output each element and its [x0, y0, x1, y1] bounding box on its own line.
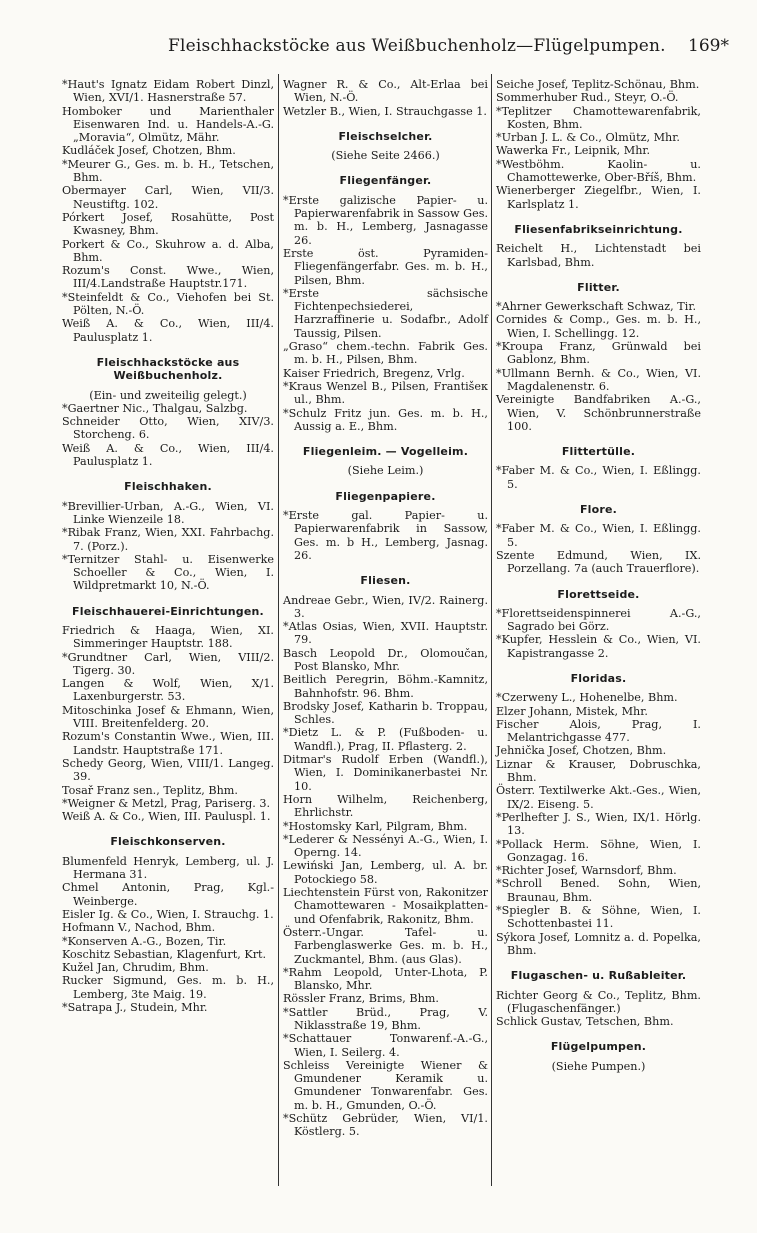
- directory-entry: *Ahrner Gewerkschaft Schwaz, Tir.: [496, 300, 697, 314]
- section-heading: Fliegenfänger.: [339, 174, 432, 188]
- section-note: (Ein- und zweiteilig gelegt.): [89, 388, 247, 402]
- column-right: [496, 78, 701, 1073]
- column-divider: [278, 74, 279, 1186]
- directory-entry: *Czerweny L., Hohenelbe, Bhm.: [496, 691, 678, 705]
- directory-entry: Beitlich Peregrin, Böhm.-Kamnitz, Bahnhofstr. 96. Bhm.: [283, 673, 488, 700]
- section-heading: Flügelpumpen.: [550, 1040, 647, 1054]
- section-note: (Siehe Pumpen.): [551, 1059, 646, 1073]
- directory-entry: *Teplitzer Chamottewarenfabrik, Kosten, Bhm.: [496, 104, 701, 131]
- directory-entry: *Richter Josef, Warnsdorf, Bhm.: [496, 864, 677, 878]
- directory-entry: Sommerhuber Rud., Steyr, O.-Ö.: [496, 91, 679, 105]
- section-note: (Siehe Seite 2466.): [331, 149, 440, 163]
- column-left: [62, 78, 274, 1014]
- directory-entry: *Ullmann Bernh. & Co., Wien, VI. Magdalenenstr. 6.: [496, 366, 701, 393]
- directory-entry: Wienerberger Ziegelfbr., Wien, I. Karlsplatz 1.: [496, 184, 701, 211]
- directory-entry: Liechtenstein Fürst von, Rakonitzer Chamottewaren - Mosaikplatten- und Ofenfabrik, Rakonitz, Bhm.: [283, 886, 488, 926]
- section-heading: Fleischhackstöcke aus Weißbuchenholz.: [96, 355, 240, 383]
- directory-entry: *Perlhefter J. S., Wien, IX/1. Hörlg. 13.: [496, 810, 701, 838]
- directory-entry: Österr.-Ungar. Tafel- u. Farbenglaswerke Ges. m. b. H., Zuckmantel, Bhm. (aus Glas).: [283, 925, 488, 966]
- directory-entry: Richter Georg & Co., Teplitz, Bhm. (Flugaschenfänger.): [496, 988, 701, 1015]
- directory-entry: *Kupfer, Hesslein & Co., Wien, VI. Kapistrangasse 2.: [496, 633, 701, 660]
- directory-entry: *Florettseidenspinnerei A.-G., Sagrado bei Görz.: [496, 606, 701, 634]
- section-heading: Fliesen.: [360, 574, 411, 588]
- directory-entry: *Meurer G., Ges. m. b. H., Tetschen, Bhm.: [62, 157, 274, 185]
- directory-entry: Wetzler B., Wien, I. Strauchgasse 1.: [283, 104, 487, 118]
- directory-entry: *Sattler Brüd., Prag, V. Niklasstraße 19, Bhm.: [283, 1005, 488, 1032]
- directory-entry: *Dietz L. & P. (Fußboden- u. Wandfl.), Prag, II. Pflasterg. 2.: [283, 726, 488, 753]
- section-heading: Fliegenleim. — Vogelleim.: [302, 445, 469, 459]
- directory-entry: *Pollack Herm. Söhne, Wien, I. Gonzagag. 16.: [496, 837, 701, 864]
- directory-entry: *Erste gal. Papier- u. Papierwarenfabrik in Sassow, Ges. m. b H., Lemberg, Jasnag. 26.: [283, 509, 488, 562]
- directory-entry: *Kraus Wenzel B., Pilsen, Františeк ul., Bhm.: [283, 379, 488, 407]
- directory-entry: *Schütz Gebrüder, Wien, VI/1. Köstlerg. 5.: [283, 1112, 488, 1139]
- directory-entry: Schneider Otto, Wien, XIV/3. Storcheng. 6.: [62, 415, 274, 442]
- directory-entry: Rucker Sigmund, Ges. m. b. H., Lemberg, 3te Maig. 19.: [62, 974, 274, 1001]
- directory-entry: Brodsky Josef, Katharin b. Troppau, Schles.: [283, 699, 488, 727]
- section-heading: Flore.: [579, 503, 618, 517]
- section-heading: Flugaschen- u. Rußableiter.: [510, 969, 687, 983]
- directory-entry: Rozum's Constantin Wwe., Wien, III. Landstr. Hauptstraße 171.: [62, 730, 274, 757]
- directory-entry: *Spiegler B. & Söhne, Wien, I. Schottenbastei 11.: [496, 904, 701, 931]
- section-heading: Fliesenfabrikseinrichtung.: [514, 222, 683, 236]
- section-heading: Flitter.: [577, 280, 620, 294]
- directory-entry: Weiß A. & Co., Wien, III/4. Paulusplatz 1.: [62, 317, 274, 344]
- directory-entry: Österr. Textilwerke Akt.-Ges., Wien, IX/2. Eiseng. 5.: [496, 784, 701, 811]
- directory-entry: *Faber M. & Co., Wien, I. Eßlingg. 5.: [496, 464, 701, 491]
- directory-entry: Weiß A. & Co., Wien, III/4. Paulusplatz 1.: [62, 441, 274, 469]
- directory-entry: *Faber M. & Co., Wien, I. Eßlingg. 5.: [496, 522, 701, 549]
- section-heading: Flittertülle.: [561, 445, 636, 459]
- section-heading: Floridas.: [570, 671, 627, 685]
- directory-entry: Pórkert Josef, Rosahütte, Post Kwasney, Bhm.: [62, 210, 274, 238]
- directory-entry: Horn Wilhelm, Reichenberg, Ehrlichstr.: [283, 792, 488, 820]
- column-middle: [283, 78, 488, 1139]
- directory-entry: *Haut's Ignatz Eidam Robert Dinzl, Wien, XVI/1. Hasnerstraße 57.: [62, 78, 274, 105]
- directory-entry: *Erste sächsische Fichtenpechsiederei, Harzraffinerie u. Sodafbr., Adolf Taussig, Pilsen.: [283, 286, 488, 340]
- directory-entry: *Hostomsky Karl, Pilgram, Bhm.: [283, 819, 468, 833]
- directory-entry: Vereinigte Bandfabriken A.-G., Wien, V. Schönbrunnerstraße 100.: [496, 393, 701, 433]
- section-heading: Fliegenpapiere.: [335, 489, 436, 503]
- directory-entry: Schleiss Vereinigte Wiener & Gmundener Keramik u. Gmundener Tonwarenfabr. Ges. m. b. H., Gmunden, O.-Ö.: [283, 1058, 488, 1112]
- directory-entry: *Urban J. L. & Co., Olmütz, Mhr.: [496, 131, 680, 145]
- page-header: [60, 36, 729, 60]
- directory-entry: *Brevillier-Urban, A.-G., Wien, VI. Linke Wienzeile 18.: [62, 499, 274, 526]
- directory-entry: Kaiser Friedrich, Bregenz, Vrlg.: [283, 366, 465, 380]
- directory-entry: *Weigner & Metzl, Prag, Pariserg. 3.: [62, 796, 271, 810]
- directory-entry: Rössler Franz, Brims, Bhm.: [283, 992, 439, 1006]
- directory-entry: *Ternitzer Stahl- u. Eisenwerke Schoeller & Co., Wien, I. Wildpretmarkt 10, N.-Ö.: [62, 552, 274, 593]
- section-heading: Fleischhauerei-Einrichtungen.: [72, 604, 264, 618]
- section-note: (Siehe Leim.): [347, 464, 424, 478]
- directory-entry: *Satrapa J., Studein, Mhr.: [62, 1001, 208, 1014]
- directory-entry: Erste öst. Pyramiden-Fliegenfängerfabr. Ges. m. b. H., Pilsen, Bhm.: [283, 246, 488, 287]
- directory-entry: Wagner R. & Co., Alt-Erlaa bei Wien, N.-Ö.: [283, 78, 488, 105]
- section-heading: Fleischhaken.: [124, 480, 212, 494]
- directory-entry: *Gaertner Nic., Thalgau, Salzbg.: [62, 401, 248, 415]
- directory-entry: Reichelt H., Lichtenstadt bei Karlsbad, Bhm.: [496, 242, 701, 269]
- directory-entry: Andreae Gebr., Wien, IV/2. Rainerg. 3.: [283, 593, 488, 620]
- directory-entry: Seiche Josef, Teplitz-Schönau, Bhm.: [496, 78, 700, 91]
- directory-entry: Sýkora Josef, Lomnitz a. d. Popelka, Bhm.: [496, 930, 701, 957]
- directory-entry: Cornides & Comp., Ges. m. b. H., Wien, I. Schellingg. 12.: [496, 313, 701, 340]
- directory-entry: Kužel Jan, Chrudim, Bhm.: [62, 961, 209, 975]
- directory-entry: Rozum's Const. Wwe., Wien, III/4.Landstraße Hauptstr.171.: [62, 264, 274, 291]
- directory-entry: Wawerka Fr., Leipnik, Mhr.: [496, 144, 651, 158]
- directory-entry: Obermayer Carl, Wien, VII/3. Neustiftg. 102.: [62, 184, 274, 211]
- directory-entry: „Graso“ chem.-techn. Fabrik Ges. m. b. H., Pilsen, Bhm.: [283, 340, 488, 367]
- directory-entry: *Lederer & Nessényi A.-G., Wien, I. Operng. 14.: [283, 832, 488, 860]
- directory-entry: *Rahm Leopold, Unter-Lhota, P. Blansko, Mhr.: [283, 965, 488, 993]
- directory-entry: *Schattauer Tonwarenf.-A.-G., Wien, I. Seilerg. 4.: [283, 1032, 488, 1059]
- directory-entry: Tosař Franz sen., Teplitz, Bhm.: [62, 783, 238, 797]
- section-heading: Fleischkonserven.: [110, 835, 226, 849]
- directory-entry: Szente Edmund, Wien, IX. Porzellang. 7a (auch Trauerflore).: [496, 548, 701, 576]
- directory-entry: *Westböhm. Kaolin- u. Chamottewerke, Ober-Bříš, Bhm.: [496, 157, 701, 185]
- directory-entry: Basch Leopold Dr., Olomoučan, Post Blansko, Mhr.: [283, 646, 488, 673]
- directory-entry: *Erste galizische Papier- u. Papierwarenfabrik in Sassow Ges. m. b. H., Lemberg, Jasnagasse 26.: [283, 193, 488, 247]
- column-divider: [491, 74, 492, 1186]
- directory-entry: *Steinfeldt & Co., Viehofen bei St. Pölten, N.-Ö.: [62, 290, 274, 318]
- section-heading: Fleischselcher.: [338, 129, 433, 143]
- directory-entry: Kudláček Josef, Chotzen, Bhm.: [62, 144, 236, 158]
- directory-entry: Mitoschinka Josef & Ehmann, Wien, VIII. Breitenfelderg. 20.: [62, 703, 274, 731]
- directory-entry: Schlick Gustav, Tetschen, Bhm.: [496, 1015, 674, 1029]
- section-heading: Florettseide.: [557, 587, 640, 601]
- directory-entry: *Atlas Osias, Wien, XVII. Hauptstr. 79.: [283, 620, 488, 647]
- directory-entry: *Kroupa Franz, Grünwald bei Gablonz, Bhm.: [496, 340, 701, 367]
- page-title: Fleischhackstöcke aus Weißbuchenholz—Flügelpumpen.: [168, 36, 666, 56]
- directory-entry: Liznar & Krauser, Dobruschka, Bhm.: [496, 757, 701, 785]
- directory-entry: Langen & Wolf, Wien, X/1. Laxenburgerstr. 53.: [62, 677, 274, 704]
- directory-entry: Elzer Johann, Mistek, Mhr.: [496, 704, 648, 718]
- directory-entry: *Schulz Fritz jun. Ges. m. b. H., Aussig a. E., Bhm.: [283, 406, 488, 433]
- directory-entry: Blumenfeld Henryk, Lemberg, ul. J. Hermana 31.: [62, 854, 274, 882]
- directory-entry: Jehnička Josef, Chotzen, Bhm.: [496, 744, 667, 758]
- directory-entry: Porkert & Co., Skuhrow a. d. Alba, Bhm.: [62, 237, 274, 264]
- directory-entry: *Konserven A.-G., Bozen, Tir.: [62, 934, 227, 948]
- directory-entry: Schedy Georg, Wien, VIII/1. Langeg. 39.: [62, 756, 274, 784]
- directory-entry: Lewiński Jan, Lemberg, ul. A. br. Potockiego 58.: [283, 859, 488, 886]
- directory-entry: *Schroll Bened. Sohn, Wien, Braunau, Bhm.: [496, 877, 701, 904]
- directory-entry: Weiß A. & Co., Wien, III. Pauluspl. 1.: [62, 810, 271, 824]
- page-number: 169*: [688, 36, 729, 56]
- directory-entry: Eisler Ig. & Co., Wien, I. Strauchg. 1.: [62, 907, 274, 921]
- directory-entry: Friedrich & Haaga, Wien, XI. Simmeringer Hauptstr. 188.: [62, 623, 274, 651]
- directory-entry: Homboker und Marienthaler Eisenwaren Ind. u. Handels-A.-G. „Moravia“, Olmütz, Mähr.: [62, 104, 274, 145]
- directory-entry: Fischer Alois, Prag, I. Melantrichgasse 477.: [496, 717, 701, 745]
- directory-entry: Hofmann V., Nachod, Bhm.: [62, 921, 216, 935]
- directory-entry: *Grundtner Carl, Wien, VIII/2. Tigerg. 30.: [62, 650, 274, 677]
- directory-entry: Chmel Antonin, Prag, Kgl.-Weinberge.: [62, 881, 274, 908]
- directory-entry: Koschitz Sebastian, Klagenfurt, Krt.: [62, 947, 267, 961]
- directory-entry: *Ribak Franz, Wien, XXI. Fahrbachg. 7. (Porz.).: [62, 526, 274, 553]
- directory-entry: Ditmar's Rudolf Erben (Wandfl.), Wien, I. Dominikanerbastei Nr. 10.: [283, 753, 488, 793]
